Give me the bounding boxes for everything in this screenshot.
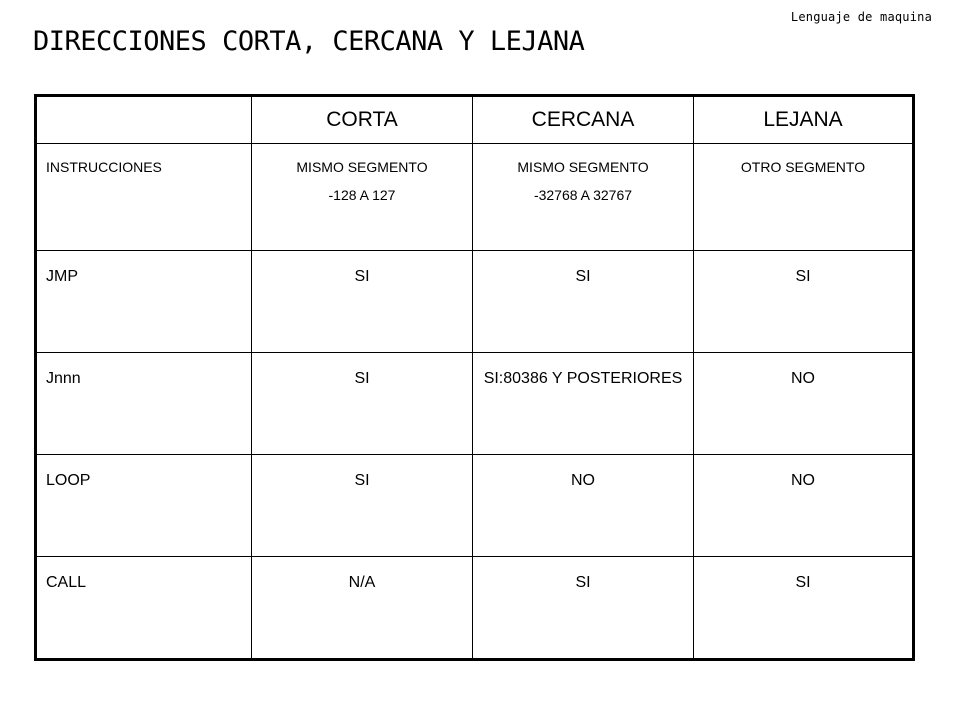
corner-note: Lenguaje de maquina: [790, 10, 932, 24]
row-corta-cell: SI: [252, 251, 473, 353]
header-cell-lejana: LEJANA: [694, 96, 914, 144]
table-row: [36, 353, 914, 455]
header-row: [36, 96, 914, 144]
table-row: [36, 455, 914, 557]
table-row: [36, 557, 914, 660]
row-lejana-cell: NO: [694, 353, 914, 455]
row-instruction-cell: CALL: [36, 557, 252, 660]
row-lejana-cell: SI: [694, 251, 914, 353]
row-corta-cell: SI: [252, 353, 473, 455]
row-corta-cell: SI: [252, 455, 473, 557]
subheader-lejana-text: OTRO SEGMENTO: [740, 159, 866, 175]
row-instruction-cell: JMP: [36, 251, 252, 353]
subheader-cercana-range: -32768 A 32767: [533, 187, 633, 203]
row-cercana-cell: SI: [473, 557, 694, 660]
subheader-corta-cell: [252, 144, 473, 251]
row-cercana-cell: NO: [473, 455, 694, 557]
subheader-lejana-cell: [694, 144, 914, 251]
row-lejana-cell: NO: [694, 455, 914, 557]
row-instruction-cell: Jnnn: [36, 353, 252, 455]
row-corta-cell: N/A: [252, 557, 473, 660]
row-cercana-cell: SI:80386 Y POSTERIORES: [473, 353, 694, 455]
subheader-cercana-cell: [473, 144, 694, 251]
comparison-table: [34, 94, 915, 661]
row-cercana-cell: SI: [473, 251, 694, 353]
subheader-corta-text: MISMO SEGMENTO: [296, 159, 428, 175]
subheader-row: [36, 144, 914, 251]
header-cell-corta: CORTA: [252, 96, 473, 144]
slide-title: DIRECCIONES CORTA, CERCANA Y LEJANA: [33, 26, 585, 57]
table-row: [36, 251, 914, 353]
subheader-label-cell: INSTRUCCIONES: [36, 144, 252, 251]
header-cell-cercana: CERCANA: [473, 96, 694, 144]
row-lejana-cell: SI: [694, 557, 914, 660]
subheader-cercana-text: MISMO SEGMENTO: [517, 159, 649, 175]
subheader-corta-range: -128 A 127: [328, 187, 396, 203]
row-instruction-cell: LOOP: [36, 455, 252, 557]
header-cell-empty: [36, 96, 252, 144]
